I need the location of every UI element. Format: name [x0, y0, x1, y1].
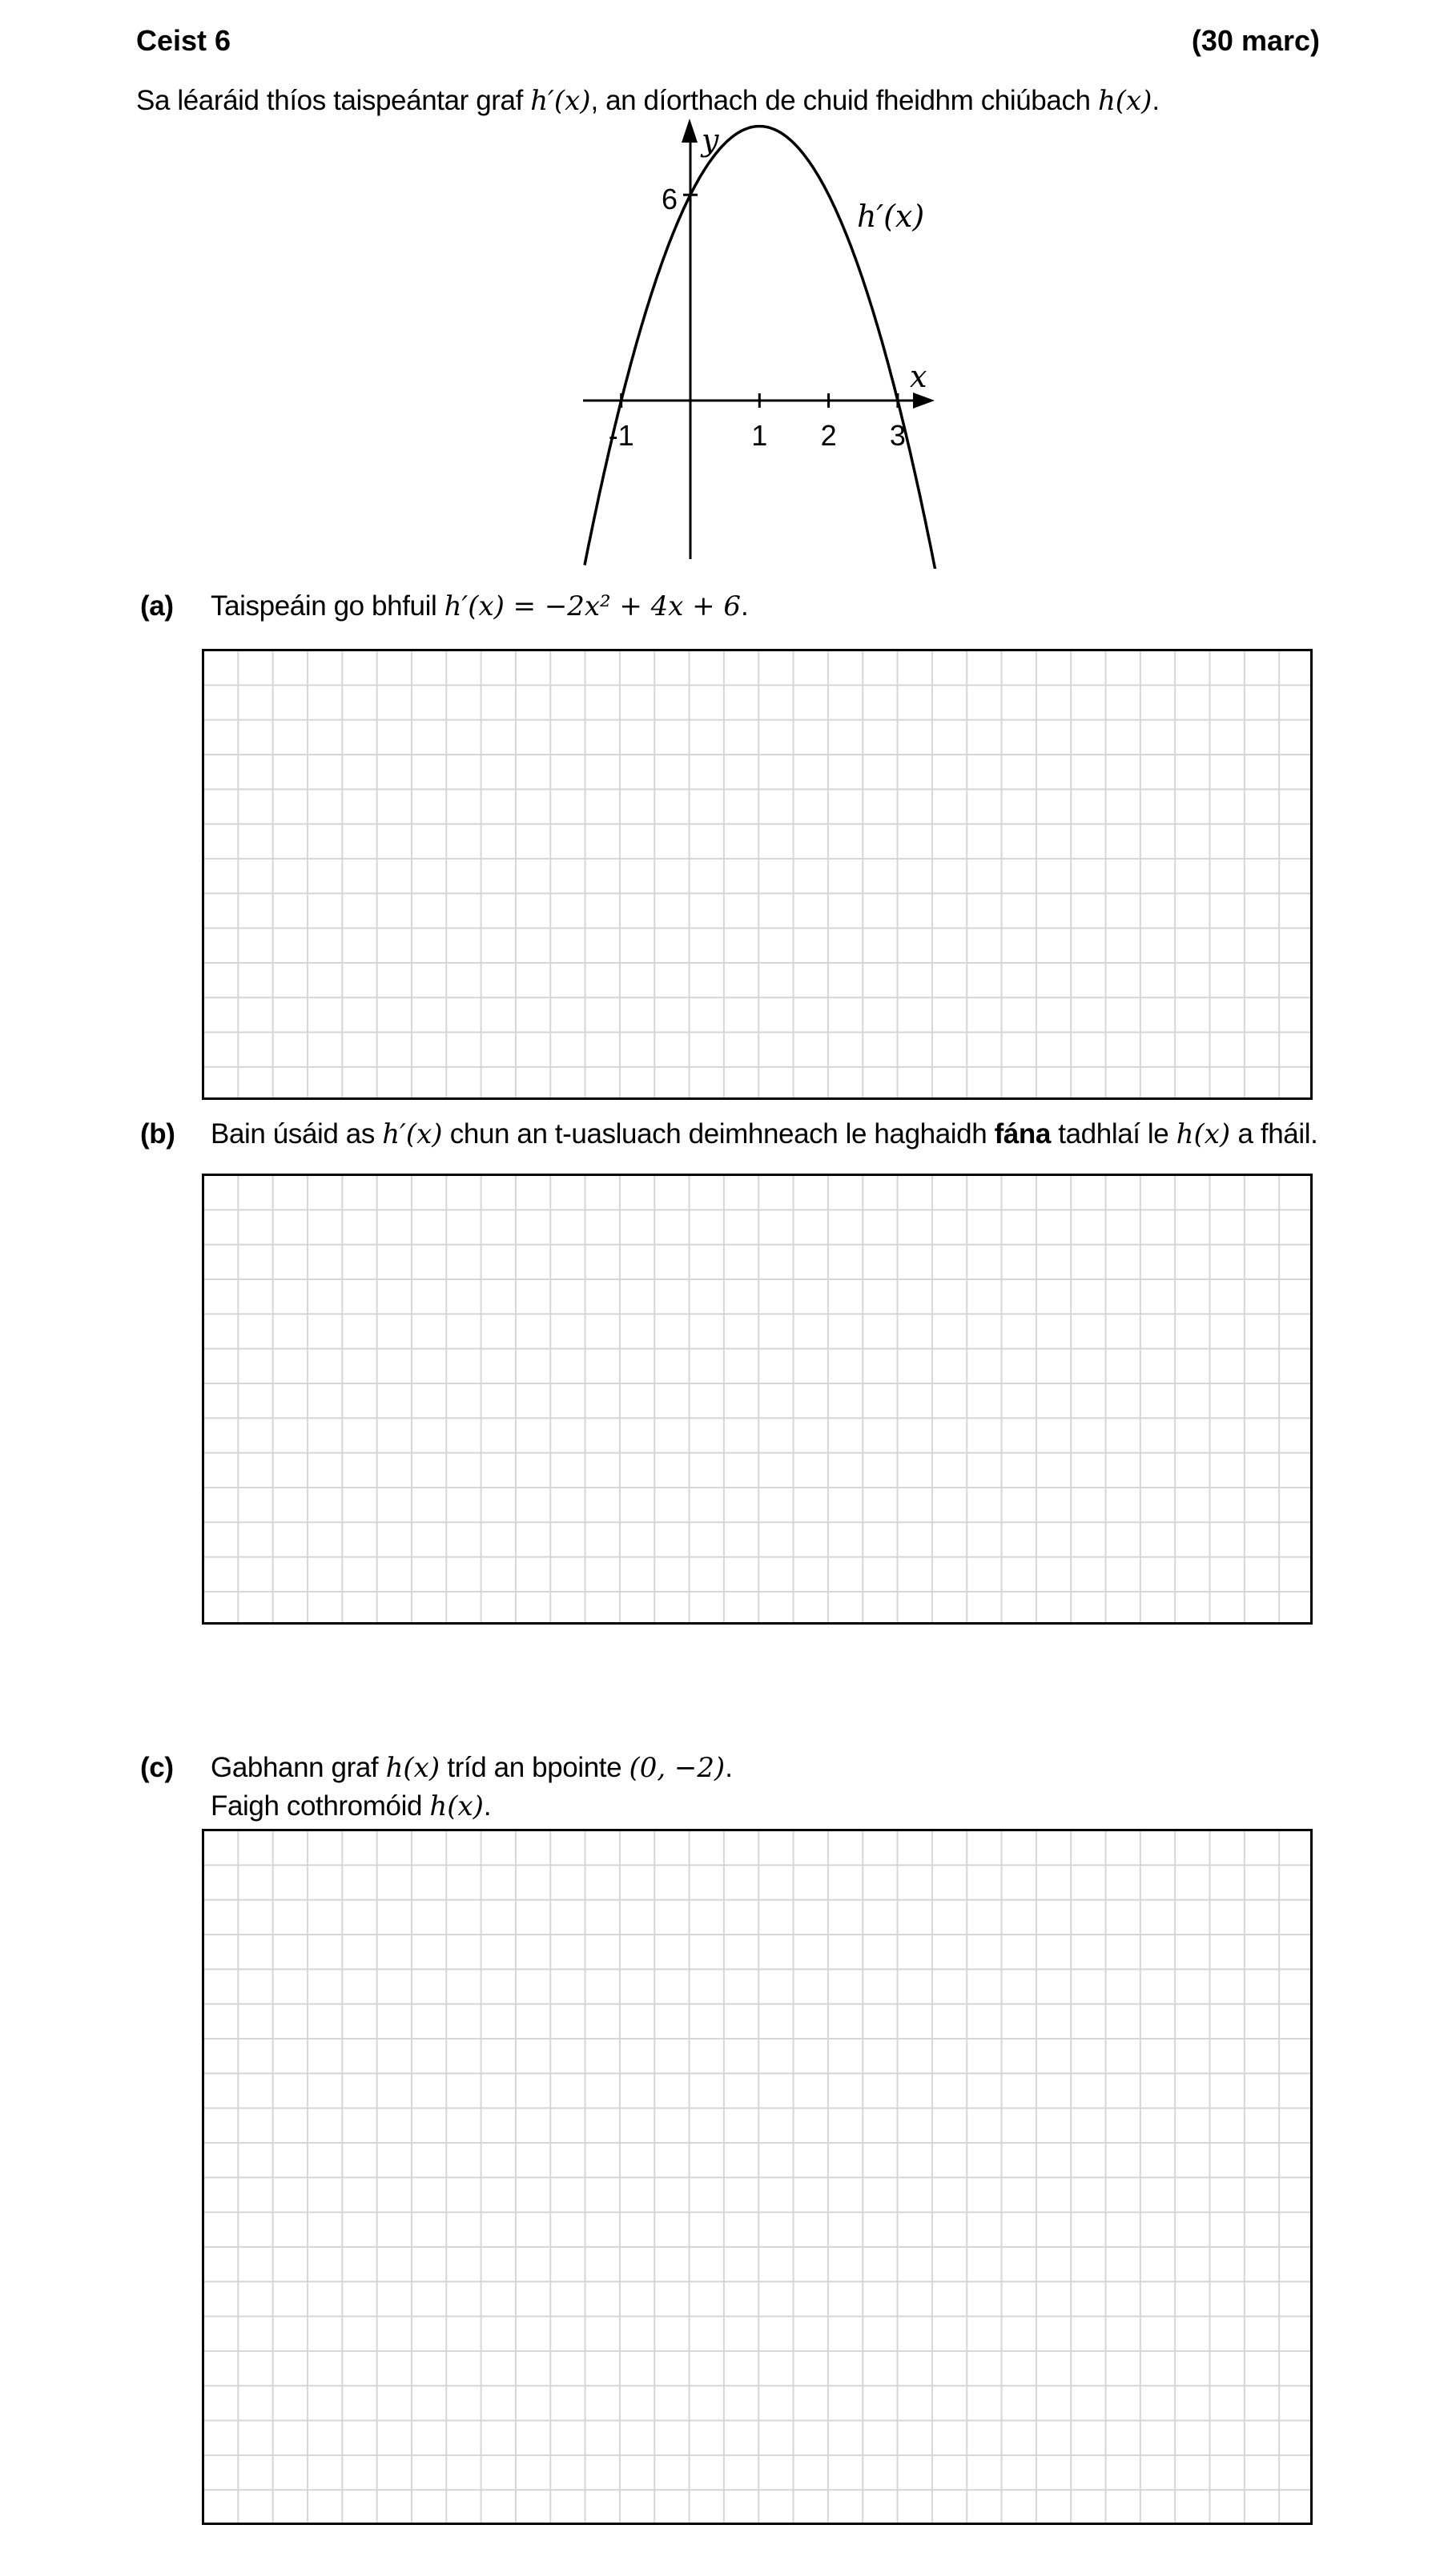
part-b-label: (b)	[140, 1118, 175, 1150]
question-header	[136, 24, 1320, 58]
x-tick-label: 2	[820, 419, 837, 452]
question-number: Ceist 6	[136, 24, 231, 57]
y-axis-arrow-icon	[682, 119, 698, 143]
x-tick-label: 3	[889, 419, 906, 452]
answer-grid-c[interactable]	[202, 1829, 1313, 2525]
part-a-label: (a)	[140, 590, 174, 622]
part-c-line1: Gabhann graf h(x) tríd an bpointe (0, −2).	[211, 1752, 733, 1784]
intro-text: Sa léaráid thíos taispeántar graf h′(x), an díorthach de chuid fheidhm chiúbach h(x).	[136, 85, 1160, 117]
part-a-row	[140, 587, 748, 626]
parabola-curve	[585, 127, 935, 569]
answer-grid-a[interactable]	[202, 649, 1313, 1100]
curve-label: h′(x)	[857, 199, 925, 234]
part-c-label: (c)	[140, 1752, 174, 1783]
parabola-figure	[553, 112, 953, 569]
x-tick-label: -1	[608, 419, 634, 452]
x-axis-label: x	[910, 359, 927, 394]
part-a-text: Taispeáin go bhfuil h′(x) = −2x² + 4x + 6.	[211, 590, 749, 622]
marks-badge: (30 marc)	[1191, 24, 1320, 57]
part-b-row	[140, 1115, 1317, 1154]
part-c-text	[211, 1749, 733, 1826]
part-c-line2: Faigh cothromóid h(x).	[211, 1790, 492, 1822]
answer-grid-b[interactable]	[202, 1174, 1313, 1625]
y-axis-label: y	[702, 123, 719, 158]
x-axis-arrow-icon	[913, 393, 935, 409]
y-tick-label: 6	[661, 183, 678, 216]
derivative-graph	[553, 112, 953, 569]
part-b-text: Bain úsáid as h′(x) chun an t-uasluach deimhneach le haghaidh fána tadhlaí le h(x) a fháil.	[211, 1118, 1318, 1150]
part-c-row	[140, 1749, 733, 1826]
x-tick-label: 1	[751, 419, 768, 452]
